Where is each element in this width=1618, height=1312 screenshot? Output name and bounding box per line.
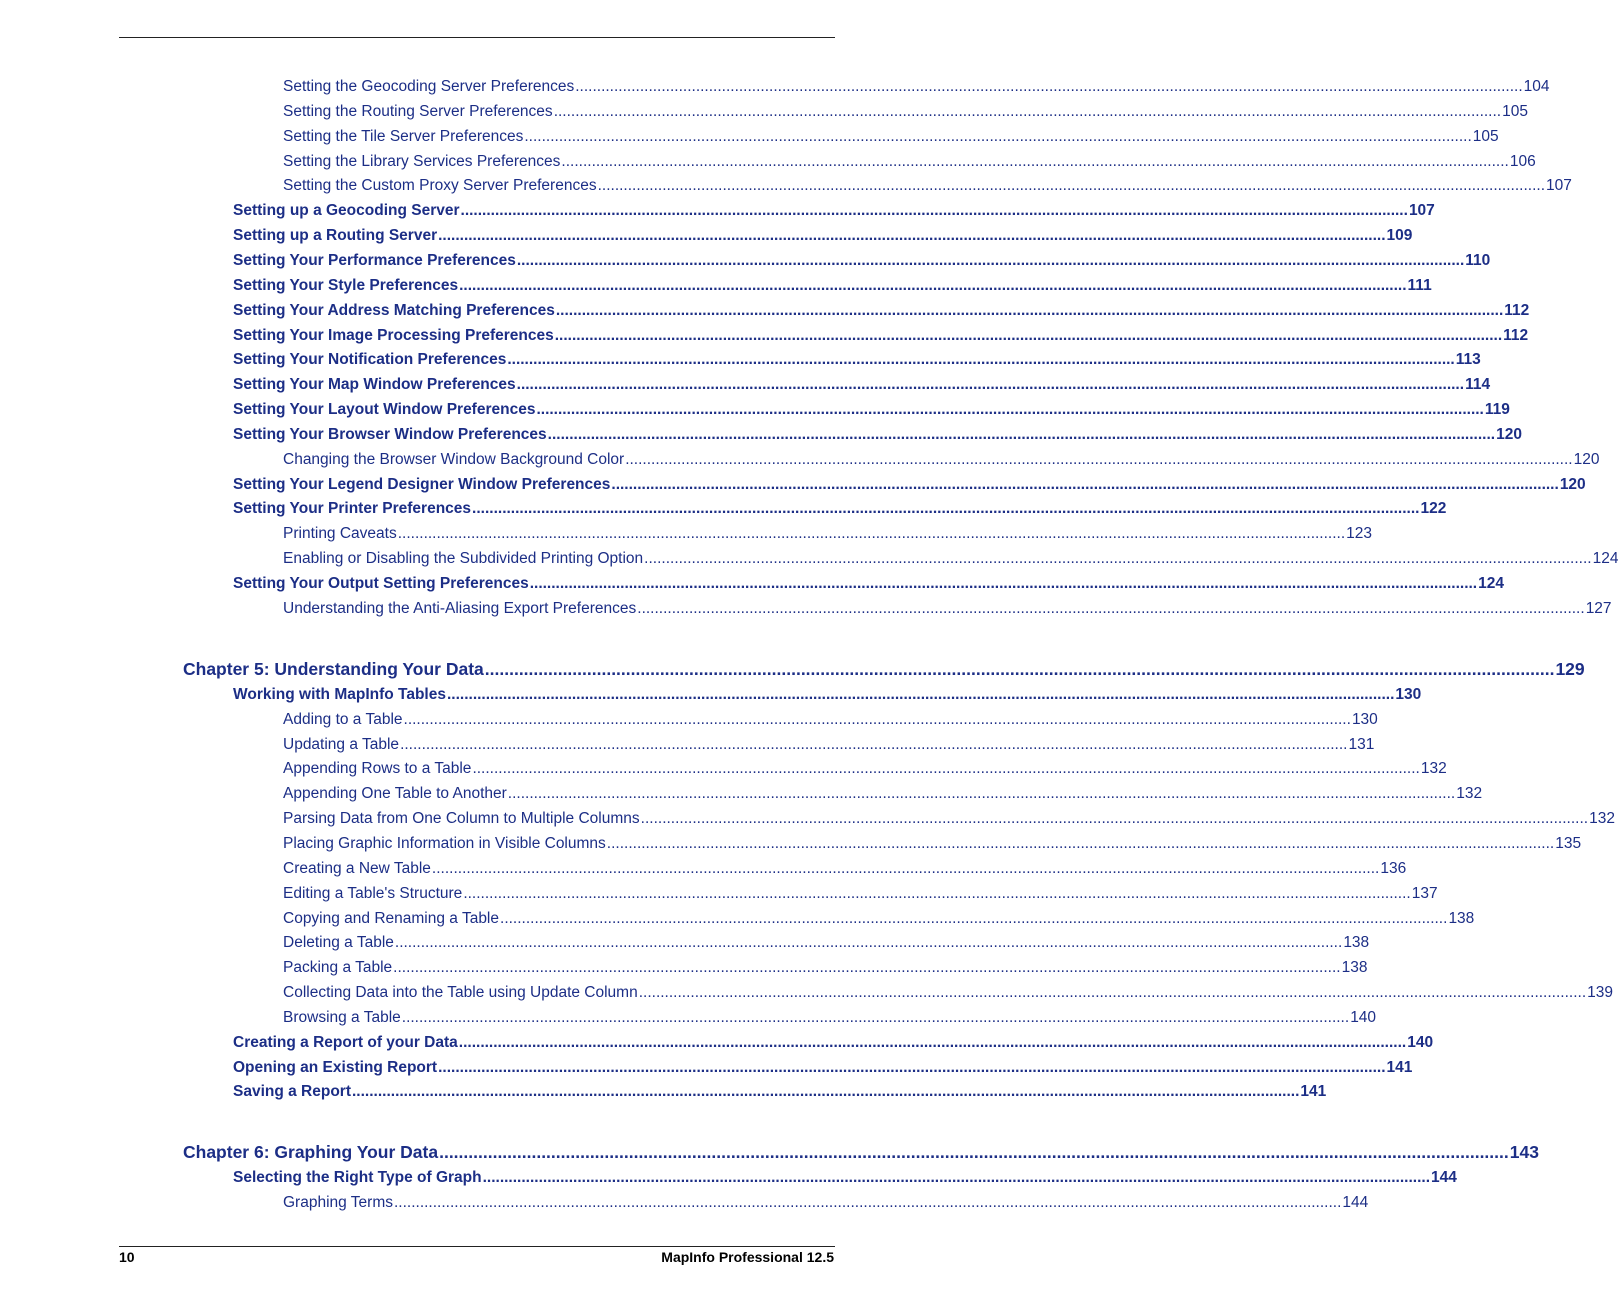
toc-section-entry[interactable] [233, 575, 1504, 597]
toc-entry-title: Collecting Data into the Table using Update Column [283, 984, 638, 1002]
toc-entry-title: Setting Your Performance Preferences [233, 251, 516, 269]
toc-dot-leader: ............................................................................................................................................................................................................................ [472, 500, 1420, 518]
toc-entry-title: Saving a Report [233, 1083, 351, 1101]
toc-entry-title: Setting Your Image Processing Preferences [233, 326, 554, 344]
toc-dot-leader: ............................................................................................................................................................................................................................ [482, 1169, 1431, 1187]
footer-product-name: MapInfo Professional 12.5 [661, 1249, 834, 1265]
toc-entry-page-number: 105 [1502, 102, 1528, 120]
toc-section-entry[interactable] [233, 425, 1522, 448]
toc-dot-leader: ............................................................................................................................................................................................................................ [625, 450, 1573, 468]
toc-entry-title: Appending Rows to a Table [283, 760, 472, 778]
toc-entry-title: Setting Your Browser Window Preferences [233, 425, 547, 443]
toc-entry-page-number: 129 [1555, 658, 1585, 679]
toc-entry-page-number: 120 [1573, 450, 1600, 468]
toc-chapter-entry[interactable] [183, 658, 1585, 683]
toc-entry-page-number: 138 [1343, 934, 1370, 952]
toc-section-entry[interactable] [233, 251, 1491, 274]
toc-dot-leader: ............................................................................................................................................................................................................................ [507, 785, 1456, 803]
toc-entry-title: Selecting the Right Type of Graph [233, 1169, 482, 1187]
toc-entry-page-number: 124 [1592, 550, 1618, 568]
toc-dot-leader: ............................................................................................................................................................................................................................ [524, 127, 1472, 145]
toc-entry-title: Copying and Renaming a Table [283, 909, 500, 927]
toc-entry-page-number: 119 [1484, 401, 1510, 419]
toc-dot-leader: ............................................................................................................................................................................................................................ [393, 1194, 1342, 1212]
toc-entry-title: Setting Your Address Matching Preferences [233, 301, 555, 319]
toc-entry-page-number: 130 [1351, 710, 1378, 728]
toc-subsection-entry[interactable] [283, 934, 1370, 956]
toc-entry-title: Editing a Table's Structure [283, 884, 463, 902]
toc-dot-leader: ............................................................................................................................................................................................................................ [401, 1008, 1350, 1026]
toc-entry-page-number: 132 [1589, 810, 1615, 828]
toc-subsection-entry[interactable] [283, 735, 1375, 758]
toc-dot-leader: ............................................................................................................................................................................................................................ [393, 959, 1341, 977]
toc-entry-page-number: 132 [1456, 785, 1483, 803]
toc-entry-page-number: 138 [1448, 909, 1475, 927]
toc-entry-page-number: 127 [1585, 599, 1612, 617]
toc-section-entry[interactable] [233, 475, 1586, 498]
toc-entry-page-number: 135 [1555, 834, 1582, 852]
toc-subsection-entry[interactable] [283, 1008, 1377, 1031]
toc-section-entry[interactable] [233, 1169, 1457, 1191]
toc-entry-title: Setting Your Printer Preferences [233, 500, 472, 518]
toc-entry-title: Setting up a Geocoding Server [233, 202, 460, 220]
toc-entry-page-number: 112 [1503, 326, 1529, 344]
toc-entry-page-number: 137 [1411, 884, 1438, 902]
toc-entry-page-number: 144 [1431, 1169, 1457, 1187]
toc-subsection-entry[interactable] [283, 710, 1378, 733]
toc-entry-page-number: 113 [1455, 351, 1481, 369]
toc-dot-leader: ............................................................................................................................................................................................................................ [575, 78, 1523, 95]
toc-section-entry[interactable] [233, 351, 1481, 373]
toc-dot-leader: ............................................................................................................................................................................................................................ [438, 1058, 1386, 1076]
toc-dot-leader: ............................................................................................................................................................................................................................ [397, 525, 1346, 543]
toc-dot-leader: ............................................................................................................................................................................................................................ [516, 376, 1465, 394]
toc-section-entry[interactable] [233, 227, 1413, 249]
toc-section-entry[interactable] [233, 276, 1432, 299]
toc-entry-title: Understanding the Anti-Aliasing Export Preferences [283, 599, 637, 617]
toc-entry-page-number: 112 [1504, 301, 1530, 319]
toc-dot-leader: ............................................................................................................................................................................................................................ [484, 658, 1555, 679]
toc-entry-page-number: 139 [1587, 984, 1614, 1002]
toc-section-entry[interactable] [233, 1033, 1434, 1056]
toc-dot-leader: ............................................................................................................................................................................................................................ [554, 326, 1503, 344]
toc-dot-leader: ............................................................................................................................................................................................................................ [400, 735, 1348, 753]
toc-dot-leader: ............................................................................................................................................................................................................................ [438, 227, 1386, 245]
footer-page-number: 10 [119, 1249, 135, 1265]
toc-entry-title: Appending One Table to Another [283, 785, 507, 803]
toc-subsection-entry[interactable] [283, 1194, 1369, 1216]
toc-entry-page-number: 141 [1386, 1058, 1413, 1076]
toc-dot-leader: ............................................................................................................................................................................................................................ [606, 834, 1555, 852]
toc-entry-title: Setting Your Output Setting Preferences [233, 575, 529, 592]
toc-entry-page-number: 124 [1478, 575, 1504, 592]
toc-chapter-entry[interactable] [183, 1142, 1539, 1166]
toc-entry-title: Adding to a Table [283, 710, 403, 728]
toc-dot-leader: ............................................................................................................................................................................................................................ [460, 202, 1408, 220]
toc-section-entry[interactable] [233, 685, 1422, 708]
toc-entry-page-number: 107 [1546, 177, 1572, 195]
toc-dot-leader: ............................................................................................................................................................................................................................ [403, 710, 1351, 728]
toc-entry-page-number: 123 [1346, 525, 1373, 543]
toc-entry-title: Changing the Browser Window Background Color [283, 450, 625, 468]
toc-entry-title: Setting Your Map Window Preferences [233, 376, 516, 394]
toc-entry-page-number: 105 [1472, 127, 1499, 145]
toc-dot-leader: ............................................................................................................................................................................................................................ [638, 984, 1587, 1002]
toc-dot-leader: ............................................................................................................................................................................................................................ [597, 177, 1546, 195]
toc-subsection-entry[interactable] [283, 450, 1600, 473]
toc-entry-title: Setting up a Routing Server [233, 227, 438, 245]
toc-section-entry[interactable] [233, 401, 1510, 423]
toc-entry-title: Browsing a Table [283, 1008, 401, 1026]
toc-entry-title: Setting the Custom Proxy Server Preferences [283, 177, 597, 195]
toc-entry-title: Opening an Existing Report [233, 1058, 438, 1076]
toc-entry-page-number: 106 [1509, 152, 1536, 170]
toc-subsection-entry[interactable] [283, 984, 1614, 1006]
toc-subsection-entry[interactable] [283, 127, 1499, 150]
toc-section-entry[interactable] [233, 500, 1447, 522]
toc-dot-leader: ............................................................................................................................................................................................................................ [507, 351, 1455, 369]
toc-section-entry[interactable] [233, 202, 1435, 224]
toc-entry-title: Enabling or Disabling the Subdivided Printing Option [283, 550, 644, 568]
toc-entry-title: Setting Your Legend Designer Window Preferences [233, 475, 611, 493]
toc-entry-page-number: 140 [1350, 1008, 1377, 1026]
toc-subsection-entry[interactable] [283, 859, 1407, 882]
toc-section-entry[interactable] [233, 301, 1530, 324]
toc-entry-title: Working with MapInfo Tables [233, 685, 446, 703]
toc-entry-page-number: 114 [1465, 376, 1491, 394]
toc-subsection-entry[interactable] [283, 785, 1483, 807]
toc-entry-title: Setting Your Layout Window Preferences [233, 401, 536, 419]
toc-entry-title: Setting the Geocoding Server Preferences [283, 78, 575, 95]
toc-dot-leader: ............................................................................................................................................................................................................................ [536, 401, 1484, 419]
toc-entry-title: Setting the Library Services Preferences [283, 152, 561, 170]
toc-entry-title: Creating a Report of your Data [233, 1033, 458, 1051]
toc-subsection-entry[interactable] [283, 152, 1536, 175]
toc-subsection-entry[interactable] [283, 177, 1572, 199]
toc-section-entry[interactable] [233, 376, 1491, 398]
toc-dot-leader: ............................................................................................................................................................................................................................ [459, 276, 1407, 294]
toc-dot-leader: ............................................................................................................................................................................................................................ [516, 251, 1465, 269]
toc-subsection-entry[interactable] [283, 599, 1612, 622]
toc-entry-page-number: 120 [1559, 475, 1586, 493]
toc-entry-page-number: 104 [1523, 78, 1550, 95]
toc-entry-title: Setting the Tile Server Preferences [283, 127, 524, 145]
toc-subsection-entry[interactable] [283, 78, 1550, 100]
toc-subsection-entry[interactable] [283, 525, 1373, 547]
toc-entry-page-number: 122 [1420, 500, 1447, 518]
toc-entry-page-number: 138 [1341, 959, 1368, 977]
toc-entry-page-number: 140 [1407, 1033, 1434, 1051]
toc-entry-title: Graphing Terms [283, 1194, 393, 1212]
toc-dot-leader: ............................................................................................................................................................................................................................ [439, 1142, 1509, 1163]
toc-dot-leader: ............................................................................................................................................................................................................................ [555, 301, 1504, 319]
toc-dot-leader: ............................................................................................................................................................................................................................ [500, 909, 1448, 927]
toc-dot-leader: ............................................................................................................................................................................................................................ [472, 760, 1420, 778]
toc-entry-title: Printing Caveats [283, 525, 397, 543]
toc-entry-page-number: 107 [1408, 202, 1435, 220]
toc-section-entry[interactable] [233, 326, 1529, 349]
toc-subsection-entry[interactable] [283, 550, 1618, 572]
toc-dot-leader: ............................................................................................................................................................................................................................ [611, 475, 1559, 493]
toc-dot-leader: ............................................................................................................................................................................................................................ [394, 934, 1343, 952]
toc-dot-leader: ............................................................................................................................................................................................................................ [529, 575, 1478, 592]
toc-subsection-entry[interactable] [283, 102, 1528, 125]
toc-dot-leader: ............................................................................................................................................................................................................................ [446, 685, 1395, 703]
toc-dot-leader: ............................................................................................................................................................................................................................ [547, 425, 1496, 443]
toc-entry-title: Chapter 5: Understanding Your Data [183, 658, 484, 679]
toc-entry-title: Placing Graphic Information in Visible Columns [283, 834, 606, 852]
toc-entry-title: Setting Your Notification Preferences [233, 351, 507, 369]
toc-dot-leader: ............................................................................................................................................................................................................................ [553, 102, 1502, 120]
toc-entry-page-number: 144 [1342, 1194, 1369, 1212]
toc-section-entry[interactable] [233, 1058, 1413, 1081]
toc-subsection-entry[interactable] [283, 834, 1582, 857]
toc-subsection-entry[interactable] [283, 810, 1615, 832]
toc-entry-page-number: 130 [1395, 685, 1422, 703]
toc-dot-leader: ............................................................................................................................................................................................................................ [352, 1083, 1300, 1101]
toc-entry-page-number: 120 [1496, 425, 1522, 443]
toc-entry-title: Updating a Table [283, 735, 400, 753]
toc-entry-title: Packing a Table [283, 959, 393, 977]
toc-entry-page-number: 111 [1407, 276, 1432, 294]
toc-entry-page-number: 132 [1420, 760, 1447, 778]
toc-entry-page-number: 136 [1380, 859, 1407, 877]
toc-dot-leader: ............................................................................................................................................................................................................................ [561, 152, 1509, 170]
toc-subsection-entry[interactable] [283, 760, 1447, 782]
toc-subsection-entry[interactable] [283, 909, 1475, 932]
toc-entry-page-number: 143 [1509, 1142, 1539, 1163]
toc-entry-title: Deleting a Table [283, 934, 394, 952]
toc-dot-leader: ............................................................................................................................................................................................................................ [458, 1033, 1407, 1051]
toc-entry-title: Setting Your Style Preferences [233, 276, 459, 294]
toc-dot-leader: ............................................................................................................................................................................................................................ [637, 599, 1585, 617]
toc-entry-title: Chapter 6: Graphing Your Data [183, 1142, 439, 1163]
toc-section-entry[interactable] [233, 1083, 1327, 1105]
toc-dot-leader: ............................................................................................................................................................................................................................ [640, 810, 1589, 828]
toc-entry-page-number: 141 [1300, 1083, 1327, 1101]
toc-dot-leader: ............................................................................................................................................................................................................................ [644, 550, 1592, 568]
toc-entry-page-number: 110 [1465, 251, 1491, 269]
toc-entry-page-number: 131 [1348, 735, 1375, 753]
toc-subsection-entry[interactable] [283, 884, 1438, 907]
toc-entry-page-number: 109 [1386, 227, 1413, 245]
footer-rule [119, 1246, 835, 1247]
toc-subsection-entry[interactable] [283, 959, 1368, 981]
toc-entry-title: Parsing Data from One Column to Multiple Columns [283, 810, 640, 828]
toc-entry-title: Setting the Routing Server Preferences [283, 102, 553, 120]
toc-entry-title: Creating a New Table [283, 859, 431, 877]
toc-dot-leader: ............................................................................................................................................................................................................................ [463, 884, 1411, 902]
toc-dot-leader: ............................................................................................................................................................................................................................ [431, 859, 1380, 877]
